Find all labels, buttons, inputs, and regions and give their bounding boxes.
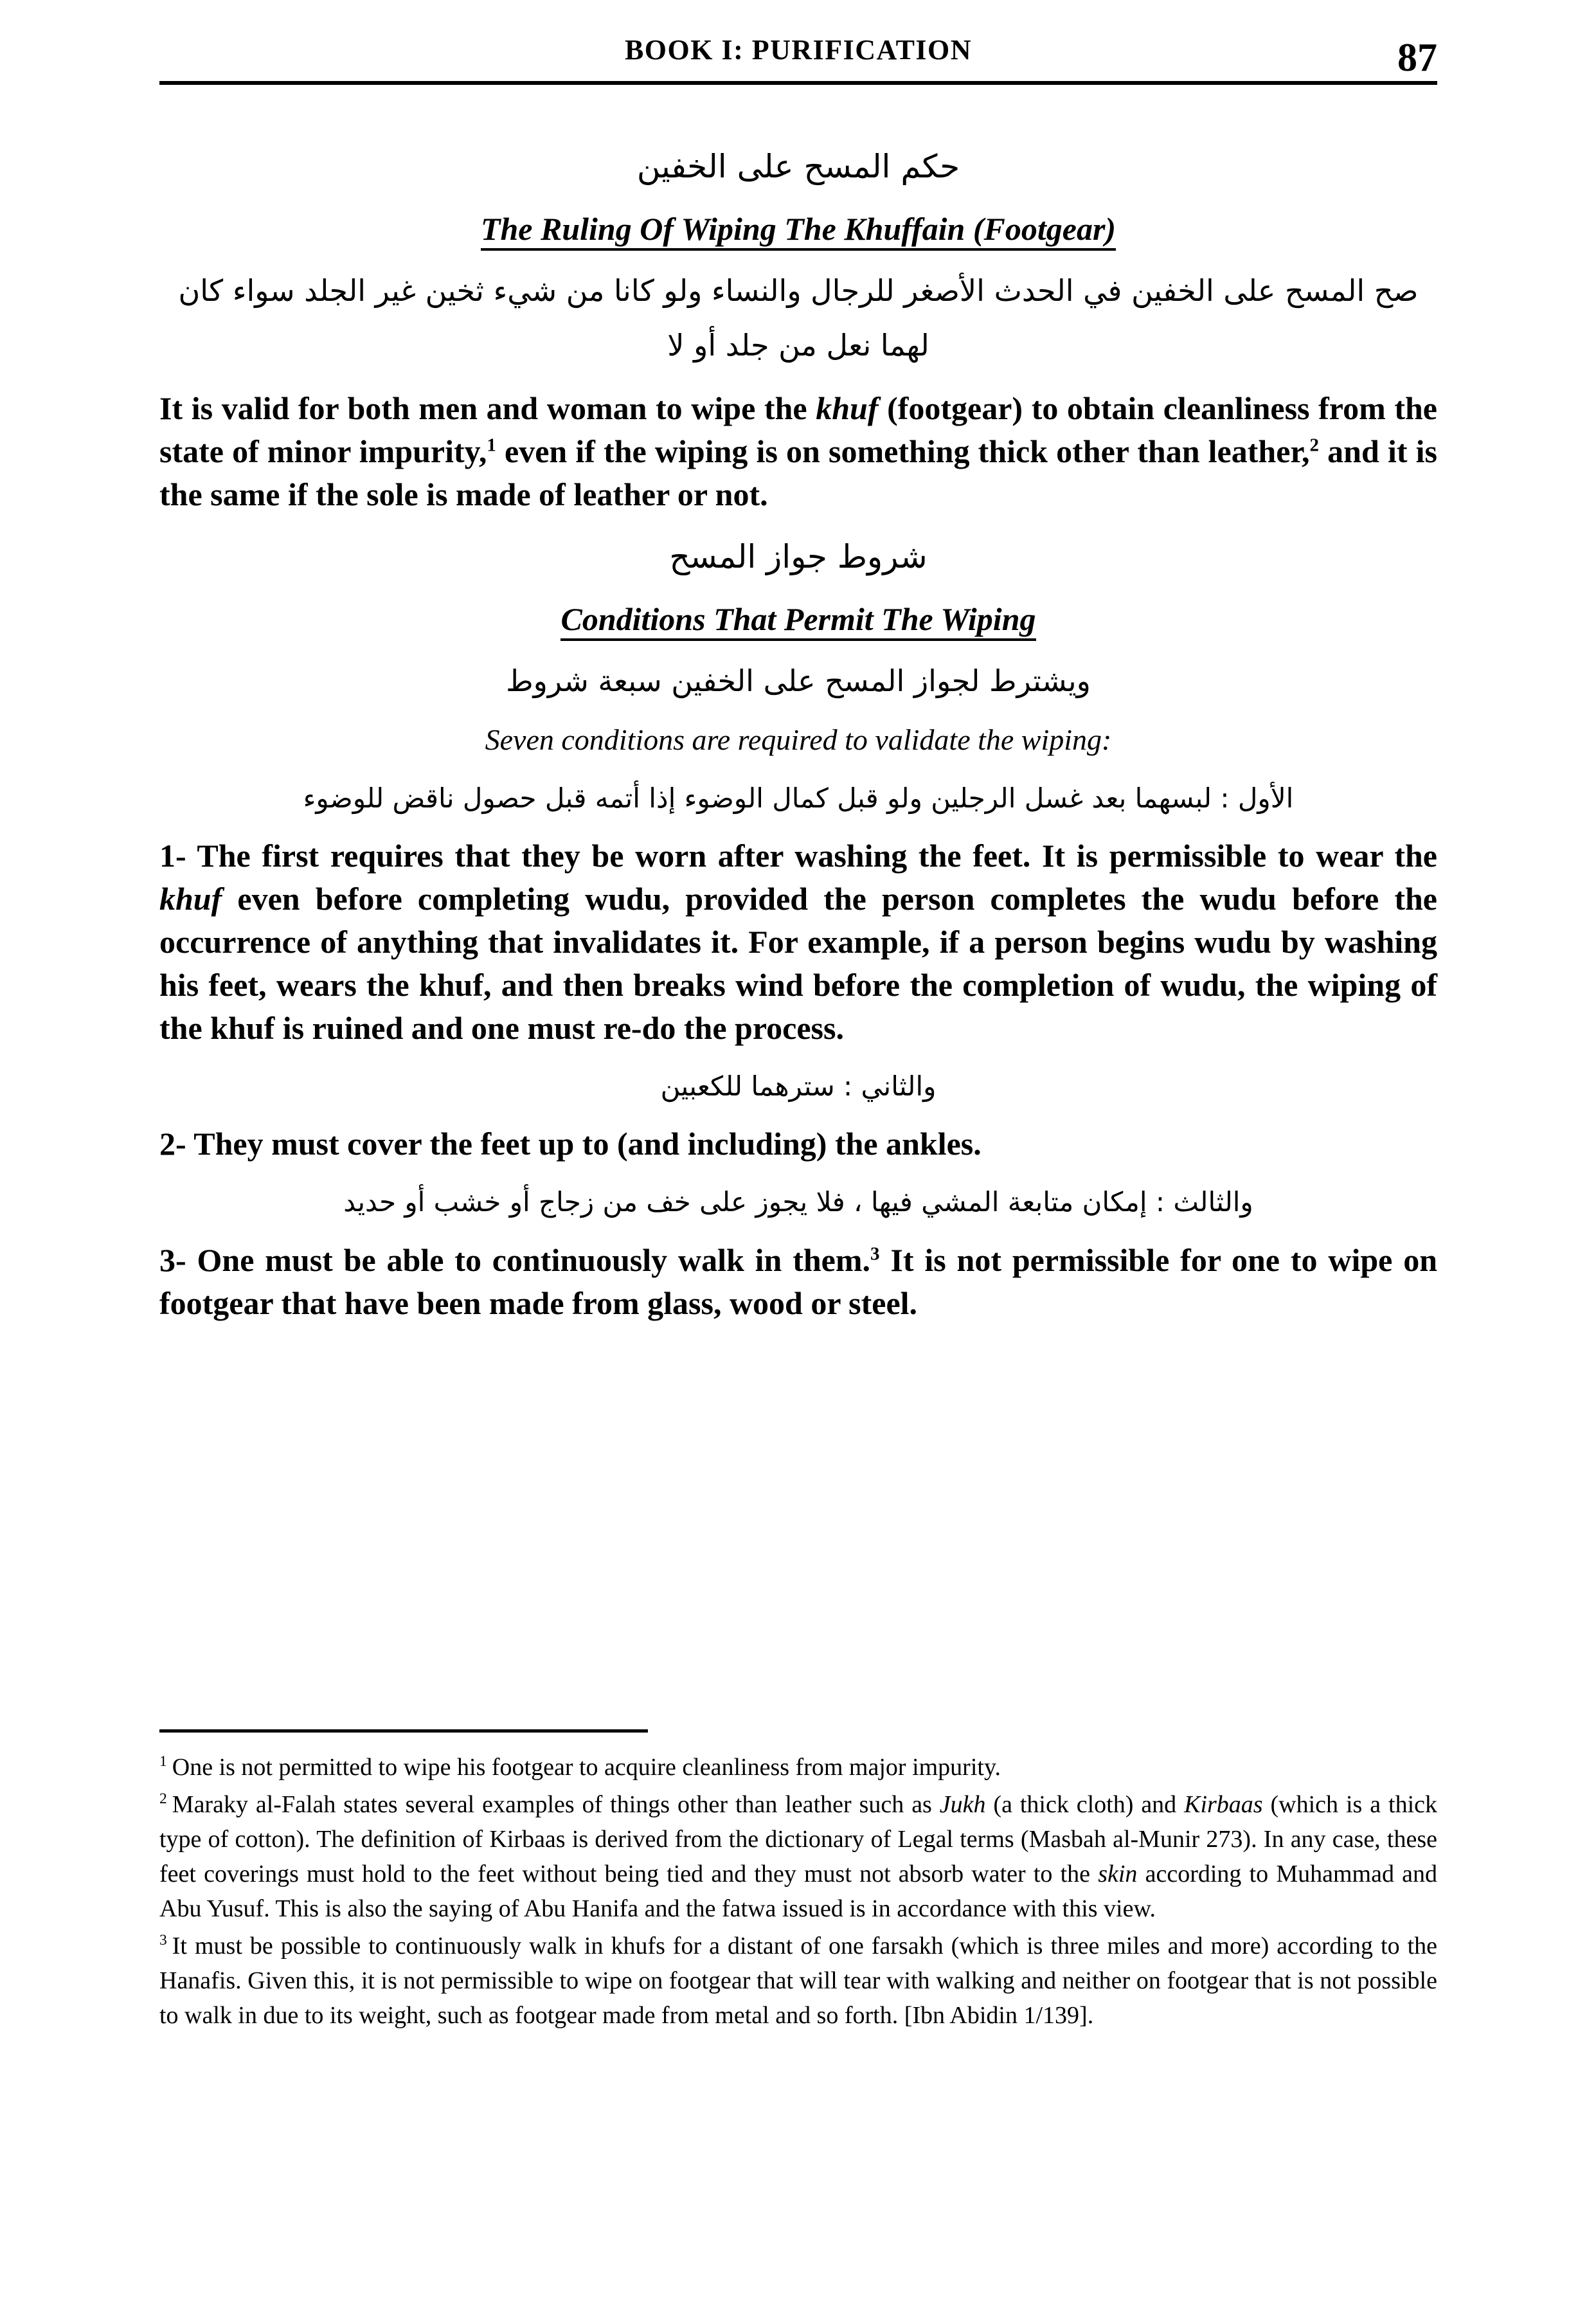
footnote-2-text-1: Maraky al-Falah states several examples of things other than leather such as <box>172 1790 940 1818</box>
footnote-1 <box>159 1751 1437 1785</box>
footnote-1-marker: 1 <box>159 1753 167 1770</box>
condition-3-english <box>159 1239 1437 1325</box>
footnote-ref-2[interactable]: 2 <box>1309 435 1320 456</box>
ruling-english-body <box>159 387 1437 516</box>
ruling-arabic-body-line-2: لهما نعل من جلد أو لا <box>667 328 929 363</box>
footnote-3-text: It must be possible to continuously walk in khufs for a distant of one farsakh (which is three miles and more) according to the Hanafis. Given this, it is not permissible to wipe on footgear that will tear with walking and neither on footgear that is not possible to walk in due to its weight, such as footgear made from metal and so forth. [Ibn Abidin 1/139]. <box>159 1932 1437 2029</box>
page-number: 87 <box>1397 36 1437 80</box>
footnote-2-italic-skin: skin <box>1098 1860 1138 1887</box>
ruling-english-heading-text: The Ruling Of Wiping The Khuffain (Footgear) <box>481 211 1116 251</box>
ruling-body-text-2: (footgear) to obtain cleanliness from the state of minor impurity, <box>159 390 1437 470</box>
running-head <box>159 33 1437 89</box>
condition-1-arabic: الأول : لبسهما بعد غسل الرجلين ولو قبل كمال الوضوء إذا أتمه قبل حصول ناقض للوضوء <box>303 782 1294 814</box>
condition-3-text-post: It is not permissible for one to wipe on footgear that have been made from glass, wood or steel. <box>159 1241 1437 1321</box>
footnote-2-text-3: (which is a thick type of cotton). The definition of Kirbaas is derived from the dictionary of Legal terms (Masbah al-Munir 273). In any case, these feet coverings must hold to the feet without being tied and they must not absorb water to the <box>159 1790 1437 1887</box>
footnote-2-italic-kirbaas: Kirbaas <box>1184 1790 1263 1818</box>
running-head-title: BOOK I: PURIFICATION <box>624 34 973 66</box>
footnote-2-text-4: according to Muhammad and Abu Yusuf. This is also the saying of Abu Hanifa and the fatwa issued is in accordance with this view. <box>159 1860 1437 1922</box>
footnotes-area <box>159 1729 1437 2036</box>
ruling-body-text-3: even if the wiping is on something thick other than leather, <box>496 433 1310 470</box>
header-divider <box>159 81 1437 85</box>
ruling-arabic-body-line-1: صح المسح على الخفين في الحدث الأصغر للرجال والنساء ولو كانا من شيء ثخين غير الجلد سواء كان <box>178 273 1419 308</box>
condition-1-text-post: even before completing wudu, provided the person completes the wudu before the occurrence of anything that invalidates it. For example, if a person begins wudu by washing his feet, wears the khuf, and then breaks wind before the completion of wudu, the wiping of the khuf is ruined and one must re-do the process. <box>159 880 1437 1046</box>
condition-2-arabic: والثاني : سترهما للكعبين <box>660 1070 937 1102</box>
footnote-separator <box>159 1729 648 1733</box>
condition-2-text-pre: 2- They must cover the feet up to (and including) the ankles. <box>159 1126 982 1162</box>
ruling-english-heading <box>159 210 1437 248</box>
ruling-body-italic-khuf: khuf <box>816 390 879 427</box>
footnote-3 <box>159 1929 1437 2033</box>
condition-3-text-pre: 3- One must be able to continuously walk in them. <box>159 1241 871 1278</box>
footnote-2-marker: 2 <box>159 1790 167 1808</box>
ruling-arabic-title: حكم المسح على الخفين <box>636 148 960 185</box>
page-content <box>159 126 1437 1337</box>
condition-1-text-pre: 1- The first requires that they be worn after washing the feet. It is permissible to wear the <box>159 837 1437 874</box>
condition-1-english <box>159 834 1437 1050</box>
footnote-ref-1[interactable]: 1 <box>487 435 496 456</box>
condition-1-italic-khuf: khuf <box>159 880 222 917</box>
conditions-arabic-intro: ويشترط لجواز المسح على الخفين سبعة شروط <box>506 663 1091 698</box>
footnote-2-italic-jukh: Jukh <box>939 1790 986 1818</box>
conditions-english-intro: Seven conditions are required to validate the wiping: <box>485 723 1112 756</box>
footnote-3-marker: 3 <box>159 1932 167 1949</box>
condition-3-arabic: والثالث : إمكان متابعة المشي فيها ، فلا يجوز على خف من زجاج أو خشب أو حديد <box>343 1186 1253 1218</box>
ruling-body-text-4: and it is the same if the sole is made of leather or not. <box>159 433 1437 513</box>
footnote-1-text: One is not permitted to wipe his footgear to acquire cleanliness from major impurity. <box>172 1754 1001 1781</box>
conditions-english-heading-text: Conditions That Permit The Wiping <box>560 601 1036 641</box>
footnote-2 <box>159 1788 1437 1927</box>
footnote-ref-3[interactable]: 3 <box>870 1243 880 1264</box>
ruling-body-text-1: It is valid for both men and woman to wipe the <box>159 390 816 427</box>
condition-2-english <box>159 1122 1437 1166</box>
conditions-arabic-title: شروط جواز المسح <box>669 538 928 576</box>
footnote-2-text-2: (a thick cloth) and <box>985 1790 1185 1818</box>
conditions-english-heading <box>159 600 1437 638</box>
